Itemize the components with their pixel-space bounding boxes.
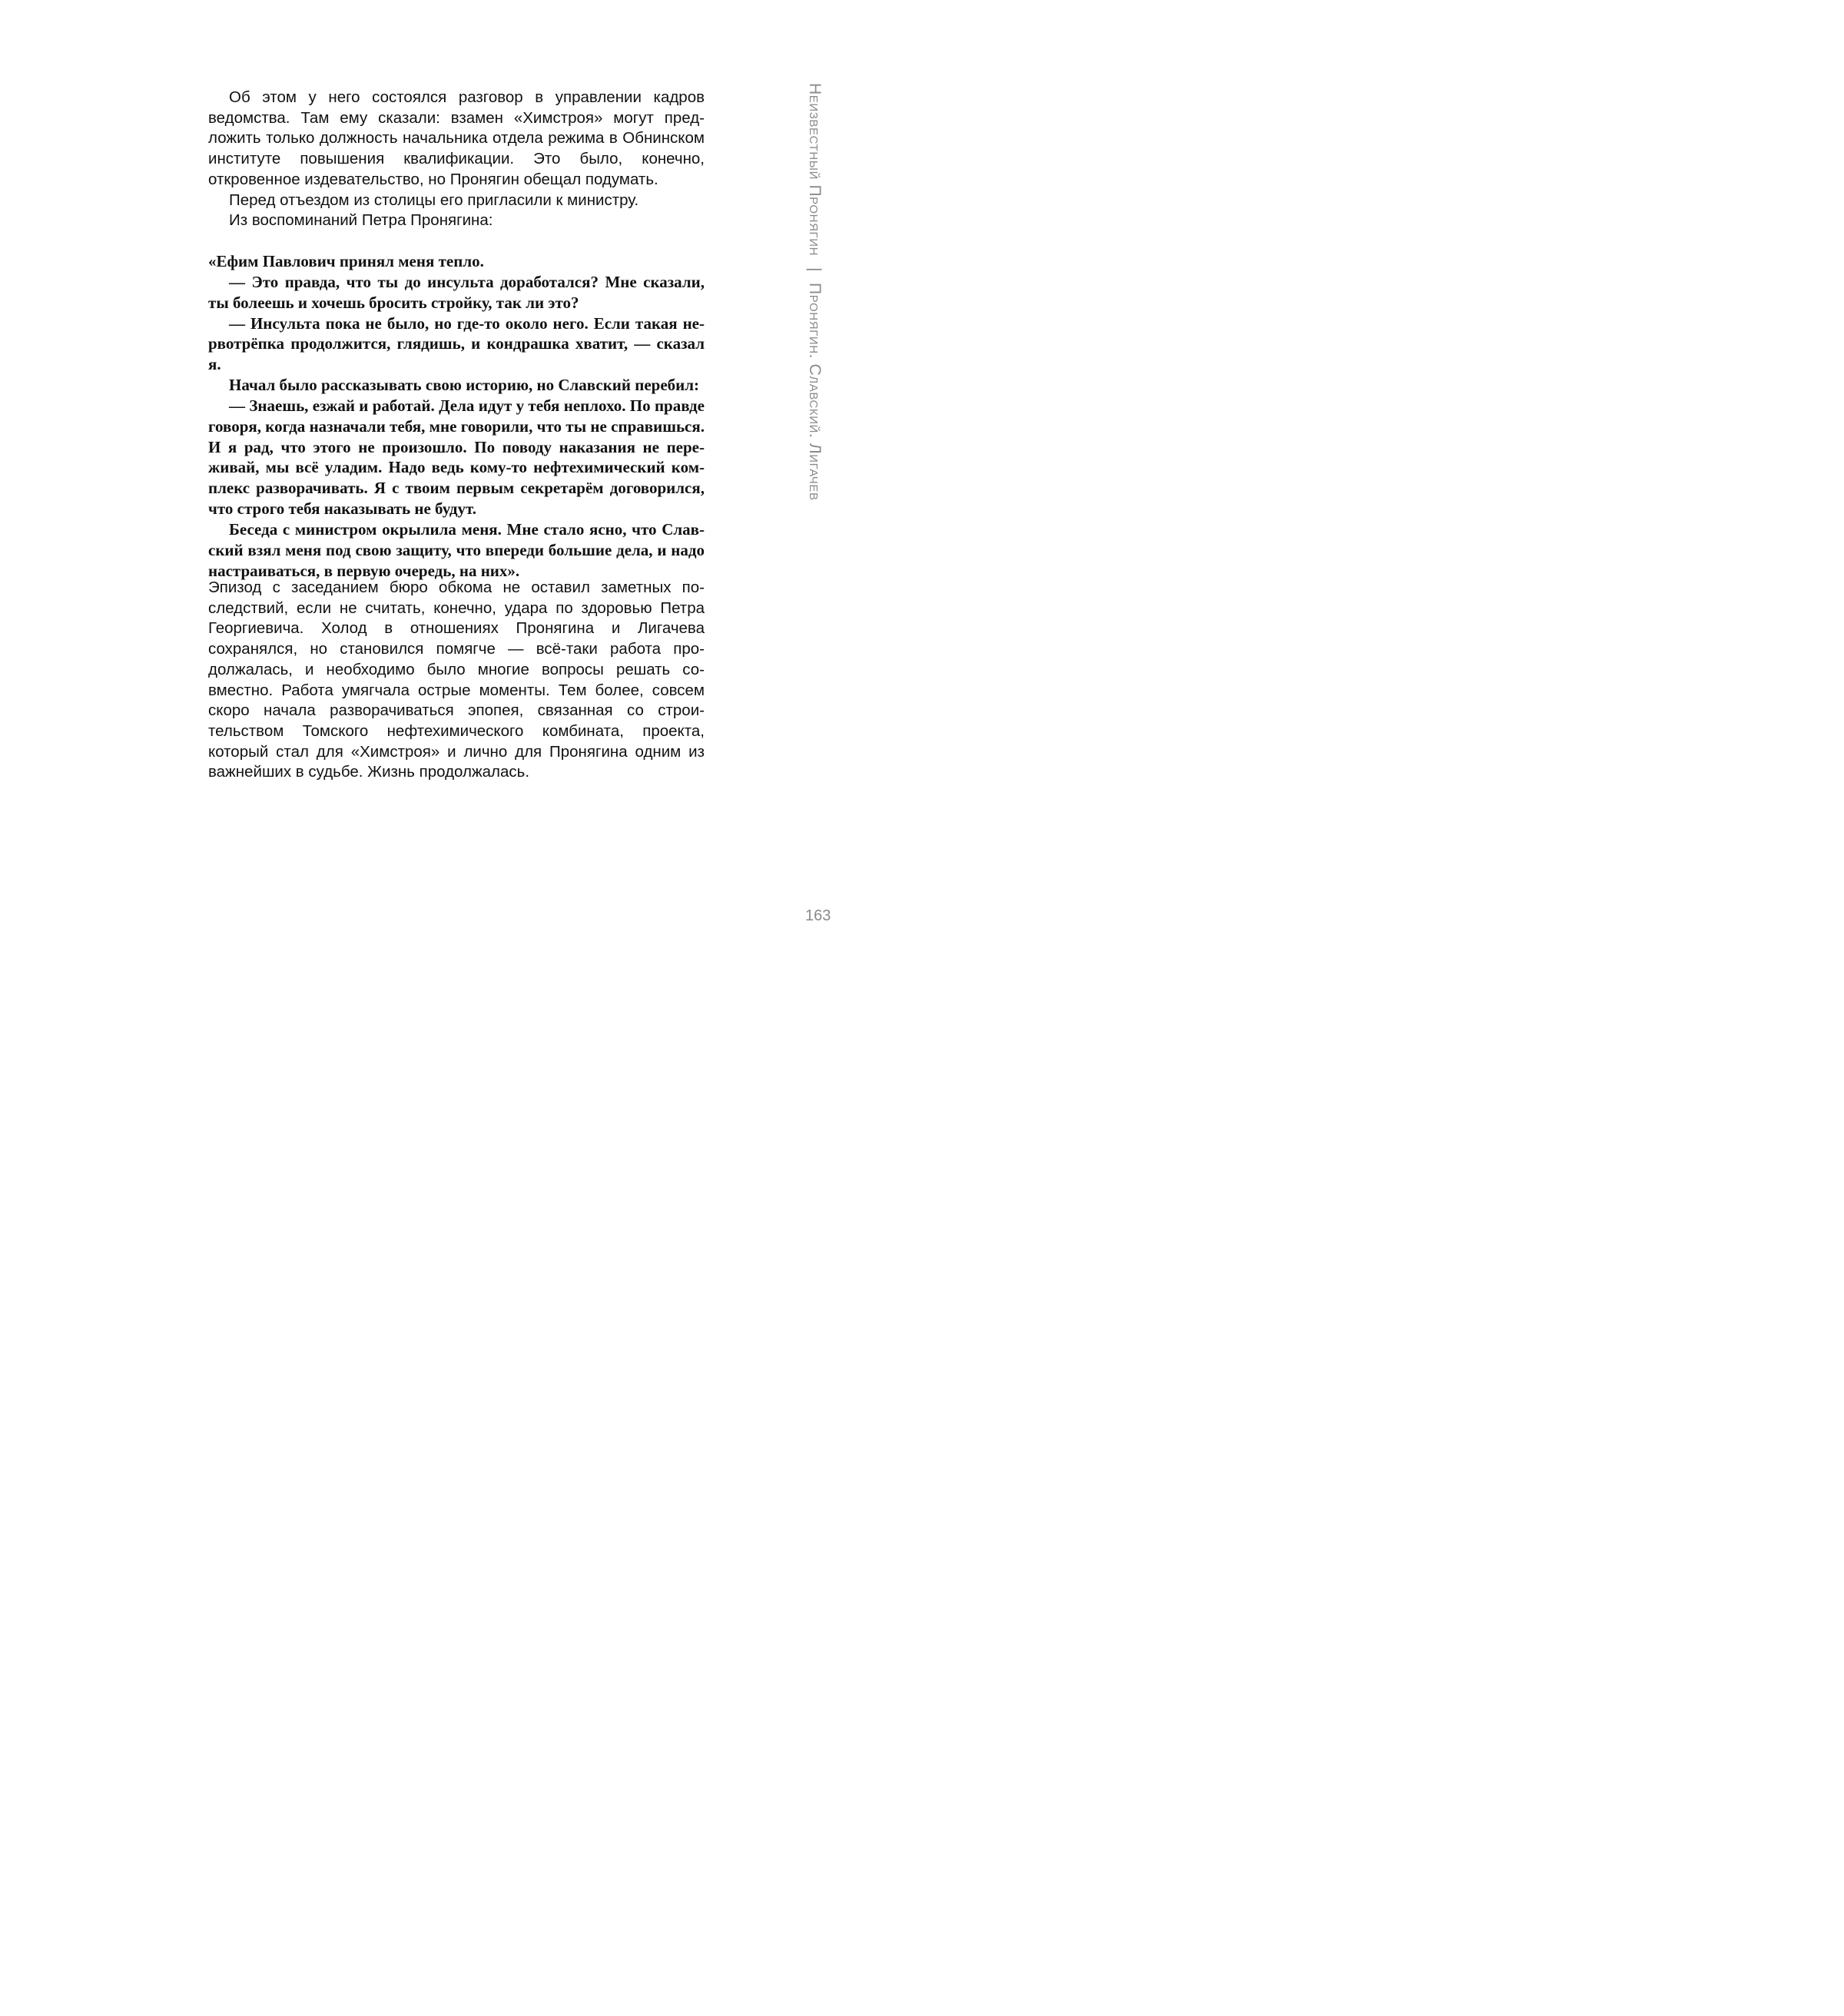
quote-paragraph: «Ефим Павлович принял меня тепло. bbox=[208, 252, 484, 270]
quote-paragraph: Начал было рассказывать свою историю, но Славский перебил: bbox=[229, 376, 700, 395]
quote-paragraph: — Инсульта пока не было, но где-то около него. Если такая нервотрёпка продолжится, глядишь, и кондрашка хватит, — сказал я. bbox=[208, 313, 705, 374]
book-title: Неизвестный Пронягин bbox=[806, 83, 824, 257]
paragraph: Эпизод с заседанием бюро обкома не оставил заметных последствий, если не считать, конечно, удара по здоровью Петра Георгиевича. Холод в отношениях Пронягина и Лигачева сохранялся, но становился помягче — всё-таки работа продолжалась, и необходимо было многие вопросы решать совместно. Работа умягчала острые моменты. Тем более, совсем скоро начала разворачиваться эпопея, связанная со строительством Томского нефтехимического комбината, проекта, который стал для «Химстроя» и лично для Пронягина одним из важнейших в судьбе. Жизнь продолжалась. bbox=[208, 579, 705, 781]
running-header bbox=[801, 83, 828, 501]
paragraph: Об этом у него состоялся разговор в управлении кадров ведомства. Там ему сказали: взамен «Химстроя» могут предложить только должность начальника отдела режима в Обнинском институте повышения квалификации. Это было, конечно, откровенное издевательство, но Пронягин обещал подумать. bbox=[208, 88, 705, 188]
quote-paragraph: Беседа с министром окрылила меня. Мне стало ясно, что Славский взял меня под свою защиту, что впереди большие дела, и надо настраиваться, в первую очередь, на них». bbox=[208, 519, 705, 580]
header-separator: | bbox=[806, 267, 824, 272]
intro-section bbox=[208, 88, 705, 231]
paragraph: Из воспоминаний Петра Пронягина: bbox=[229, 211, 493, 230]
paragraph: Перед отъездом из столицы его пригласили к министру. bbox=[229, 191, 639, 209]
chapter-title: Пронягин. Славский. Лигачев bbox=[806, 283, 824, 501]
memoir-quote bbox=[208, 251, 705, 582]
closing-section bbox=[208, 578, 705, 783]
quote-paragraph: — Это правда, что ты до инсульта доработался? Мне сказали, ты болеешь и хочешь бросить стройку, так ли это? bbox=[208, 272, 705, 312]
quote-paragraph: — Знаешь, езжай и работай. Дела идут у тебя неплохо. По правде говоря, когда назначали тебя, мне говорили, что ты не справишься. И я рад, что этого не произошло. По поводу наказания не переживай, мы всё уладим. Надо ведь кому-то нефтехимический комплекс разворачивать. Я с твоим первым секретарём договорился, что строго тебя наказывать не будут. bbox=[208, 396, 705, 519]
page-number: 163 bbox=[805, 907, 831, 924]
